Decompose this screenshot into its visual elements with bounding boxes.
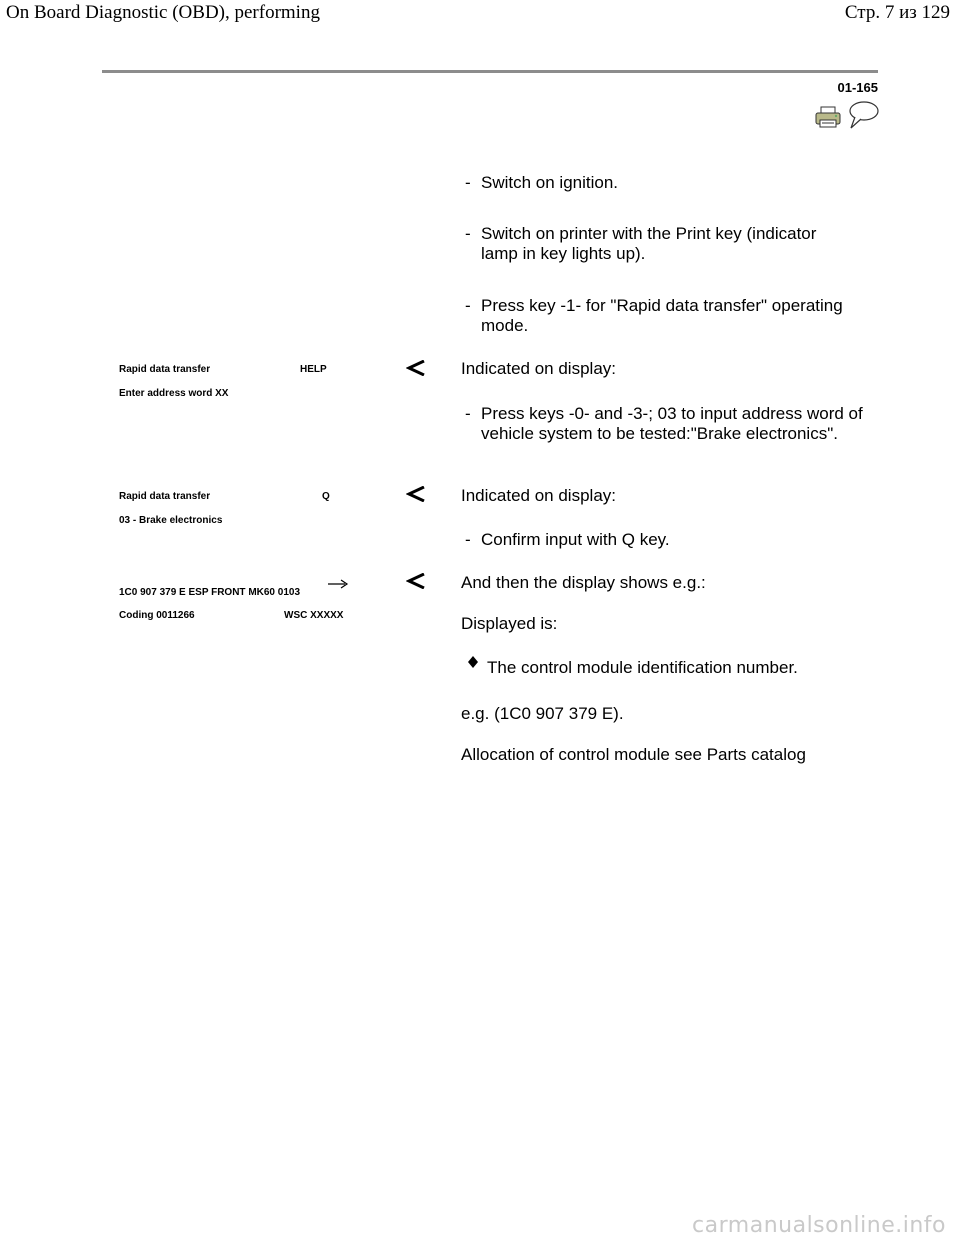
pointer-chevron-icon [406,486,426,502]
step-switch-on-printer [465,224,845,264]
step-press-keys-0-3 [465,404,865,444]
step-text: Switch on ignition. [481,173,619,192]
step-dash: - [465,173,471,192]
step-text: Confirm input with Q key. [481,530,670,549]
display-3-line2-right: WSC XXXXX [284,610,344,621]
page-counter: Стр. 7 из 129 [844,2,950,23]
pointer-chevron-icon [406,360,426,376]
step-text: Press key -1- for "Rapid data transfer" operating mode. [481,296,843,335]
step-confirm-q [465,530,865,550]
display-2-line1-left: Rapid data transfer [119,491,211,502]
document-title: On Board Diagnostic (OBD), performing [6,2,320,23]
step-dash: - [465,224,471,243]
step-dash: - [465,296,471,315]
pointer-chevron-icon [406,573,426,589]
step-switch-on-ignition [465,173,865,193]
step-text: Switch on printer with the Print key (indicator lamp in key lights up). [481,224,817,263]
diamond-bullet-icon [467,656,479,668]
display-1-line1-left: Rapid data transfer [119,364,211,375]
speech-bubble-icon[interactable] [847,100,879,130]
displayed-is-text: Displayed is: [461,614,558,633]
display-2-line1-right: Q [322,491,330,502]
arrow-right-icon [327,578,349,590]
printer-icon[interactable] [815,106,841,128]
header-rule [102,70,878,73]
step-press-key-1 [465,296,865,336]
display-2-line2: 03 - Brake electronics [119,515,223,526]
example-text: e.g. (1C0 907 379 E). [461,704,624,723]
display-3-line2-left: Coding 0011266 [119,610,195,621]
watermark: carmanualsonline.info [692,1213,946,1238]
step-dash: - [465,404,471,423]
allocation-text: Allocation of control module see Parts catalog [461,745,806,764]
indicated-on-display-1: Indicated on display: [461,359,616,378]
bullet-control-module-id: The control module identification number. [487,658,798,677]
step-dash: - [465,530,471,549]
display-3-line1: 1C0 907 379 E ESP FRONT MK60 0103 [119,587,301,598]
indicated-on-display-2: Indicated on display: [461,486,616,505]
display-1-line1-right: HELP [300,364,327,375]
page-number: 01-165 [837,80,878,95]
step-text: Press keys -0- and -3-; 03 to input address word of vehicle system to be tested:"Brake electronics". [481,404,863,443]
display-1-line2: Enter address word XX [119,388,229,399]
display-shows-text: And then the display shows e.g.: [461,573,706,592]
